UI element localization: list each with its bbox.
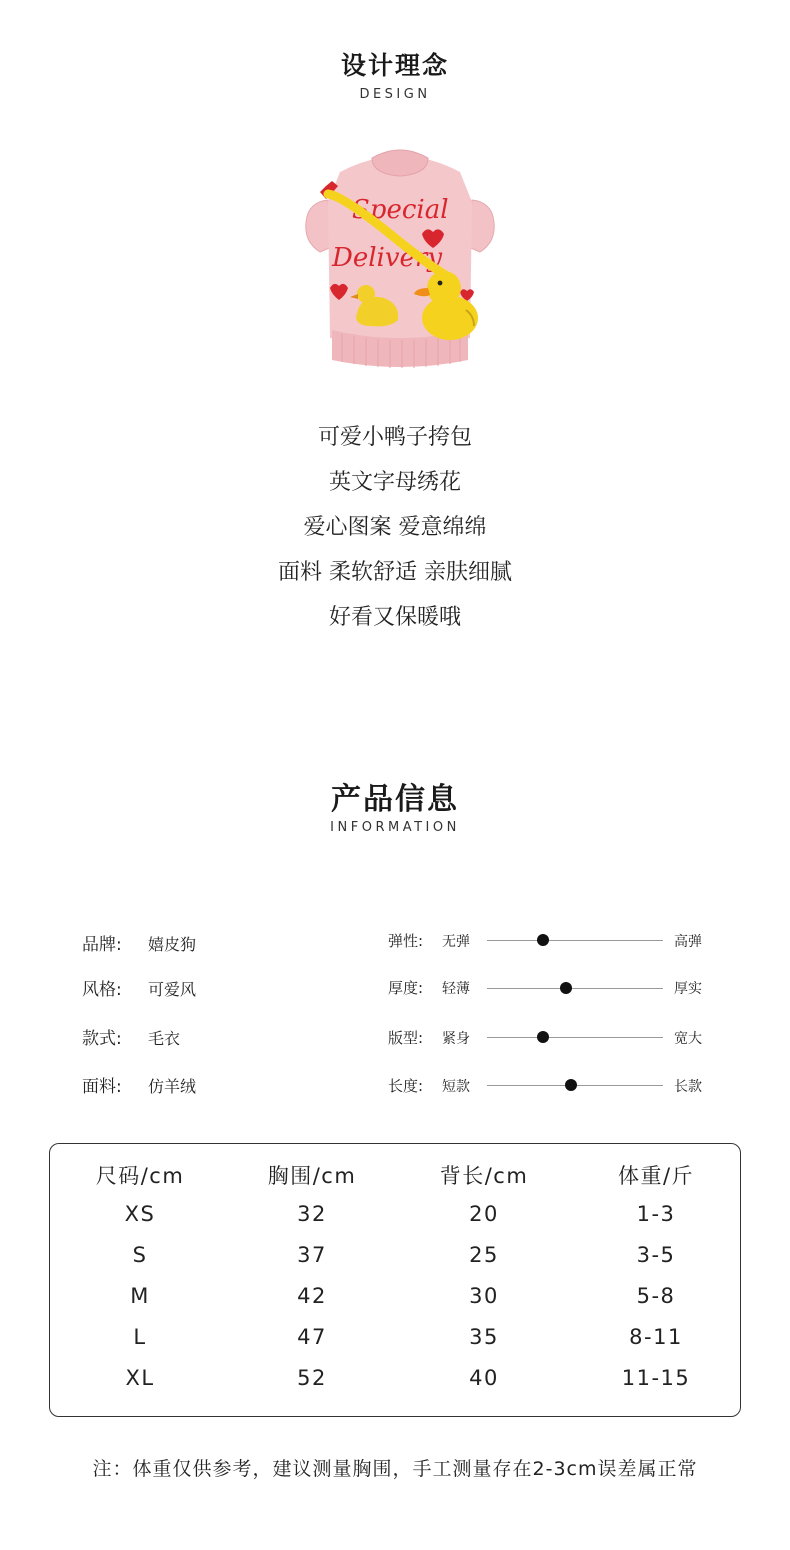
brand-label: 品牌: xyxy=(82,935,122,955)
sweater-text-special: Special xyxy=(352,195,449,225)
table-cell: 30 xyxy=(469,1284,499,1308)
info-title: 产品信息 xyxy=(331,782,459,817)
table-cell: XS xyxy=(124,1202,156,1226)
size-header-weight: 体重/斤 xyxy=(617,1164,695,1188)
thickness-high: 厚实 xyxy=(674,981,702,997)
feature-line-1: 可爱小鸭子挎包 xyxy=(317,425,472,450)
thickness-track xyxy=(487,988,663,989)
type-label: 款式: xyxy=(82,1029,122,1049)
fit-low: 紧身 xyxy=(442,1031,470,1047)
style-label: 风格: xyxy=(82,980,122,1000)
sweater-text-delivery: Delivery xyxy=(332,243,443,273)
table-cell: 52 xyxy=(297,1366,327,1390)
table-cell: XL xyxy=(125,1366,155,1390)
fit-indicator xyxy=(537,1031,549,1043)
feature-line-5: 好看又保暖哦 xyxy=(328,605,461,630)
table-cell: 8-11 xyxy=(629,1325,683,1349)
fabric-label: 面料: xyxy=(82,1077,122,1097)
size-header-back: 背长/cm xyxy=(439,1164,529,1188)
table-cell: 5-8 xyxy=(636,1284,676,1308)
elasticity-label: 弹性: xyxy=(388,932,424,950)
feature-line-2: 英文字母绣花 xyxy=(328,470,461,495)
fit-track xyxy=(487,1037,663,1038)
design-title: 设计理念 xyxy=(340,51,449,80)
size-note: 注：体重仅供参考，建议测量胸围，手工测量存在2-3cm误差属正常 xyxy=(92,1458,698,1480)
thickness-low: 轻薄 xyxy=(442,981,470,997)
elasticity-high: 高弹 xyxy=(674,934,702,950)
table-cell: 37 xyxy=(297,1243,327,1267)
fabric-value: 仿羊绒 xyxy=(148,1077,197,1096)
thickness-label: 厚度: xyxy=(388,979,424,997)
fit-high: 宽大 xyxy=(674,1031,702,1047)
thickness-indicator xyxy=(560,982,572,994)
elasticity-indicator xyxy=(537,934,549,946)
brand-value: 嬉皮狗 xyxy=(148,935,197,954)
table-cell: 35 xyxy=(469,1325,499,1349)
length-label: 长度: xyxy=(388,1077,424,1095)
table-cell: 20 xyxy=(469,1202,499,1226)
style-value: 可爱风 xyxy=(148,980,197,999)
table-cell: 3-5 xyxy=(636,1243,676,1267)
type-value: 毛衣 xyxy=(148,1029,181,1048)
elasticity-low: 无弹 xyxy=(442,934,470,950)
elasticity-track xyxy=(487,940,663,941)
length-indicator xyxy=(565,1079,577,1091)
table-cell: 32 xyxy=(297,1202,327,1226)
table-cell: 11-15 xyxy=(621,1366,691,1390)
size-header-size: 尺码/cm xyxy=(95,1164,185,1188)
table-cell: 40 xyxy=(469,1366,499,1390)
fit-label: 版型: xyxy=(388,1029,424,1047)
size-header-chest: 胸围/cm xyxy=(267,1164,357,1188)
table-cell: M xyxy=(130,1284,150,1308)
table-cell: 25 xyxy=(469,1243,499,1267)
table-cell: 47 xyxy=(297,1325,327,1349)
table-cell: 1-3 xyxy=(636,1202,676,1226)
length-low: 短款 xyxy=(442,1079,470,1095)
info-subtitle: INFORMATION xyxy=(330,820,460,835)
table-cell: S xyxy=(132,1243,148,1267)
feature-line-4: 面料 柔软舒适 亲肤细腻 xyxy=(278,560,512,585)
table-cell: L xyxy=(133,1325,147,1349)
design-subtitle: DESIGN xyxy=(359,87,431,102)
feature-line-3: 爱心图案 爱意绵绵 xyxy=(303,515,487,540)
length-high: 长款 xyxy=(674,1079,702,1095)
table-cell: 42 xyxy=(297,1284,327,1308)
sweater-product-image xyxy=(300,142,500,374)
